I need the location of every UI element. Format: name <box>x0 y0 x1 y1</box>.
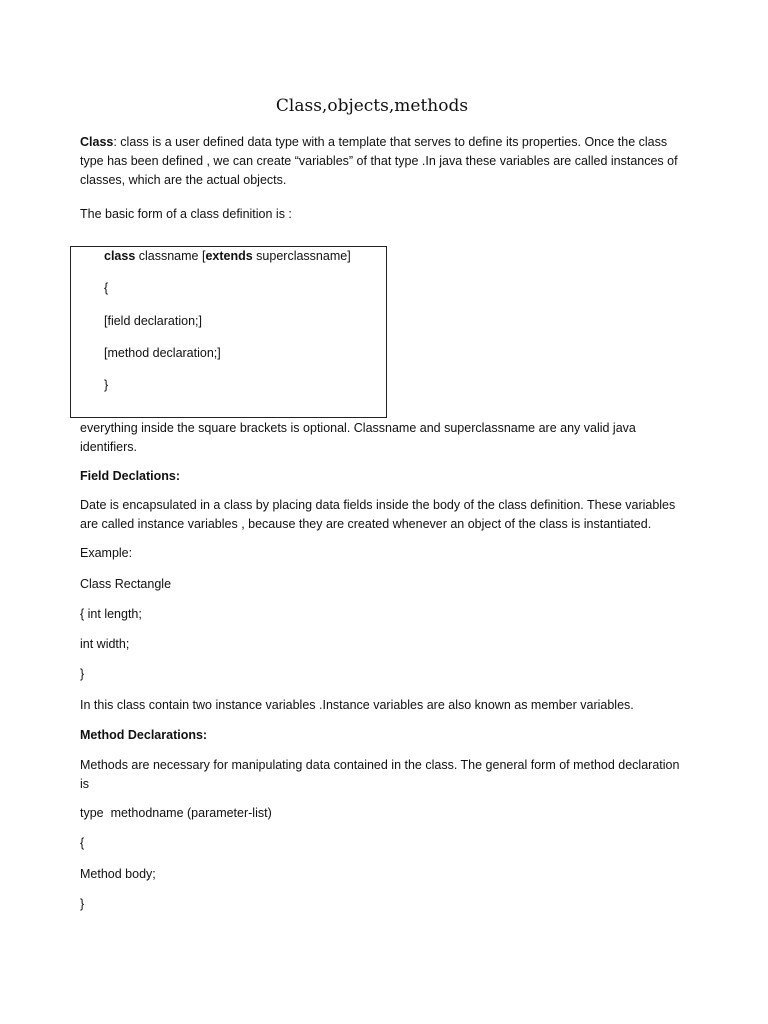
example-label: Example: <box>80 546 133 560</box>
classname-text: classname [ <box>135 249 206 263</box>
syntax-close-brace: } <box>104 378 109 392</box>
syntax-method-declaration: [method declaration;] <box>104 346 221 360</box>
syntax-field-declaration: [field declaration;] <box>104 314 202 328</box>
instance-variables-note: In this class contain two instance variables .Instance variables are also known as member variables. <box>80 698 634 712</box>
superclassname-text: superclassname] <box>252 249 351 263</box>
example-line: int width; <box>80 637 130 651</box>
class-definition-paragraph <box>80 133 680 190</box>
basic-form-label: The basic form of a class definition is : <box>80 207 292 221</box>
method-form-line: { <box>80 836 85 850</box>
optional-note: everything inside the square brackets is optional. Classname and superclassname are any valid java identifiers. <box>80 421 636 454</box>
field-declarations-heading: Field Declations: <box>80 469 181 483</box>
example-line: Class Rectangle <box>80 577 172 591</box>
field-declarations-text: Date is encapsulated in a class by placing data fields inside the body of the class definition. These variables are called instance variables , because they are created whenever an object of the class is instantiated. <box>80 498 676 531</box>
class-term: Class <box>80 135 114 149</box>
class-definition-text: : class is a user defined data type with a template that serves to define its properties. Once the class type has been defined , we can create “variables” of that type .In java these variables are called instances of classes, which are the actual objects. <box>80 135 678 187</box>
method-form-line: type methodname (parameter-list) <box>80 806 272 820</box>
method-form-line: Method body; <box>80 867 156 881</box>
page-title: Class,objects,methods <box>275 96 469 116</box>
extends-keyword: extends <box>205 249 253 263</box>
method-declarations-text: Methods are necessary for manipulating data contained in the class. The general form of method declaration is <box>80 758 680 791</box>
method-declarations-heading: Method Declarations: <box>80 728 208 742</box>
example-line: } <box>80 667 85 681</box>
class-keyword: class <box>104 249 136 263</box>
example-line: { int length; <box>80 607 142 621</box>
class-syntax-box <box>70 246 387 418</box>
syntax-open-brace: { <box>104 281 109 295</box>
method-form-line: } <box>80 897 85 911</box>
class-syntax-line <box>104 247 351 266</box>
